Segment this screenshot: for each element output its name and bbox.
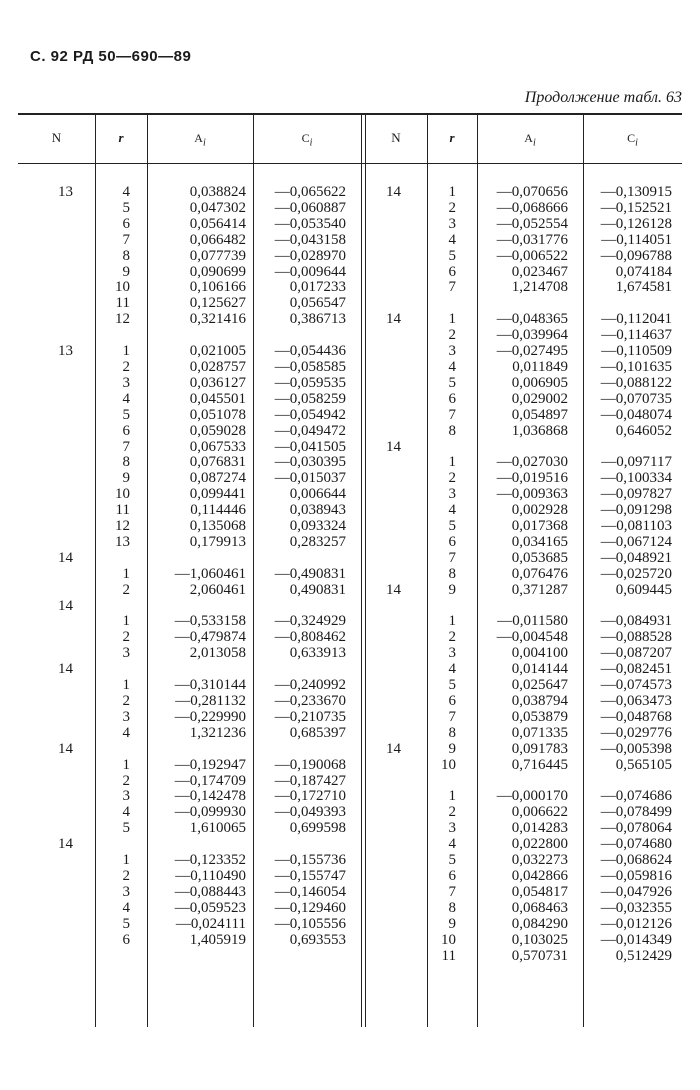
header-r-right: r xyxy=(449,130,455,145)
column-divider xyxy=(583,115,584,1027)
header-c-left: $C_i$ xyxy=(301,131,313,149)
header-n-right: N xyxy=(391,130,401,145)
right-r-column: 1 2 3 4 5 6 7 1 2 3 4 5 6 7 8 1 2 3 4 5 6 7 8 9 1 2 3 4 5 6 7 8 9 10 1 2 3 4 5 6 7 8 9 10 11 xyxy=(441,184,456,964)
table-continuation-label: Продолжение табл. 63 xyxy=(524,89,682,106)
column-divider xyxy=(95,115,96,1027)
center-double-divider xyxy=(365,115,366,1027)
header-n-left: N xyxy=(51,130,62,145)
left-c-column: —0,065622 —0,060887 —0,053540 —0,043158 —0,028970 —0,009644 0,017233 0,056547 0,386713 —0,054436 —0,058585 —0,059535 —0,058259 —0,054942 —0,049472 —0,041505 —0,030395 —0,015037 0,006644 0,038943 0,093324 0,283257 —0,490831 0,490831 —0,324929 —0,808462 0,633913 —0,240992 —0,233670 —0,210735 0,685397 —0,190068 —0,187427 —0,172710 —0,049393 0,699598 —0,155736 —0,155747 —0,146054 —0,129460 —0,105556 0,693553 xyxy=(274,184,346,948)
column-divider xyxy=(253,115,254,1027)
header-c-right: $C_i$ xyxy=(627,131,638,149)
left-n-column: 13 13 14 14 14 14 14 xyxy=(58,184,73,853)
page-header: С. 92 РД 50—690—89 xyxy=(30,48,192,65)
column-divider xyxy=(427,115,428,1027)
header-a-right: $A_i$ xyxy=(524,131,536,149)
header-r-left: r xyxy=(118,130,124,145)
center-double-divider xyxy=(361,115,362,1027)
column-divider xyxy=(147,115,148,1027)
right-n-column: 14 14 14 14 14 xyxy=(386,184,401,757)
column-divider xyxy=(477,115,478,1027)
left-a-column: 0,038824 0,047302 0,056414 0,066482 0,077739 0,090699 0,106166 0,125627 0,321416 0,021005 0,028757 0,036127 0,045501 0,051078 0,059028 0,067533 0,076831 0,087274 0,099441 0,114446 0,135068 0,179913 —1,060461 2,060461 —0,533158 —0,479874 2,013058 —0,310144 —0,281132 —0,229990 1,321236 —0,192947 —0,174709 —0,142478 —0,099930 1,610065 —0,123352 —0,110490 —0,088443 —0,059523 —0,024111 1,405919 xyxy=(174,184,246,948)
left-r-column: 4 5 6 7 8 9 10 11 12 1 2 3 4 5 6 7 8 9 10 11 12 13 1 2 1 2 3 1 2 3 4 1 2 3 4 5 1 2 3 4 5 6 xyxy=(115,184,130,948)
header-a-left: $A_i$ xyxy=(194,131,206,149)
right-c-column: —0,130915 —0,152521 —0,126128 —0,114051 —0,096788 0,074184 1,674581 —0,112041 —0,114637 —0,110509 —0,101635 —0,088122 —0,070735 —0,048074 0,646052 —0,097117 —0,100334 —0,097827 —0,091298 —0,081103 —0,067124 —0,048921 —0,025720 0,609445 —0,084931 —0,088528 —0,087207 —0,082451 —0,074573 —0,063473 —0,048768 —0,029776 —0,005398 0,565105 —0,074686 —0,078499 —0,078064 —0,074680 —0,068624 —0,059816 —0,047926 —0,032355 —0,012126 —0,014349 0,512429 xyxy=(600,184,672,964)
right-a-column: —0,070656 —0,068666 —0,052554 —0,031776 —0,006522 0,023467 1,214708 —0,048365 —0,039964 —0,027495 0,011849 0,006905 0,029002 0,054897 1,036868 —0,027030 —0,019516 —0,009363 0,002928 0,017368 0,034165 0,053685 0,076476 0,371287 —0,011580 —0,004548 0,004100 0,014144 0,025647 0,038794 0,053879 0,071335 0,091783 0,716445 —0,000170 0,006622 0,014283 0,022800 0,032273 0,042866 0,054817 0,068463 0,084290 0,103025 0,570731 xyxy=(496,184,568,964)
